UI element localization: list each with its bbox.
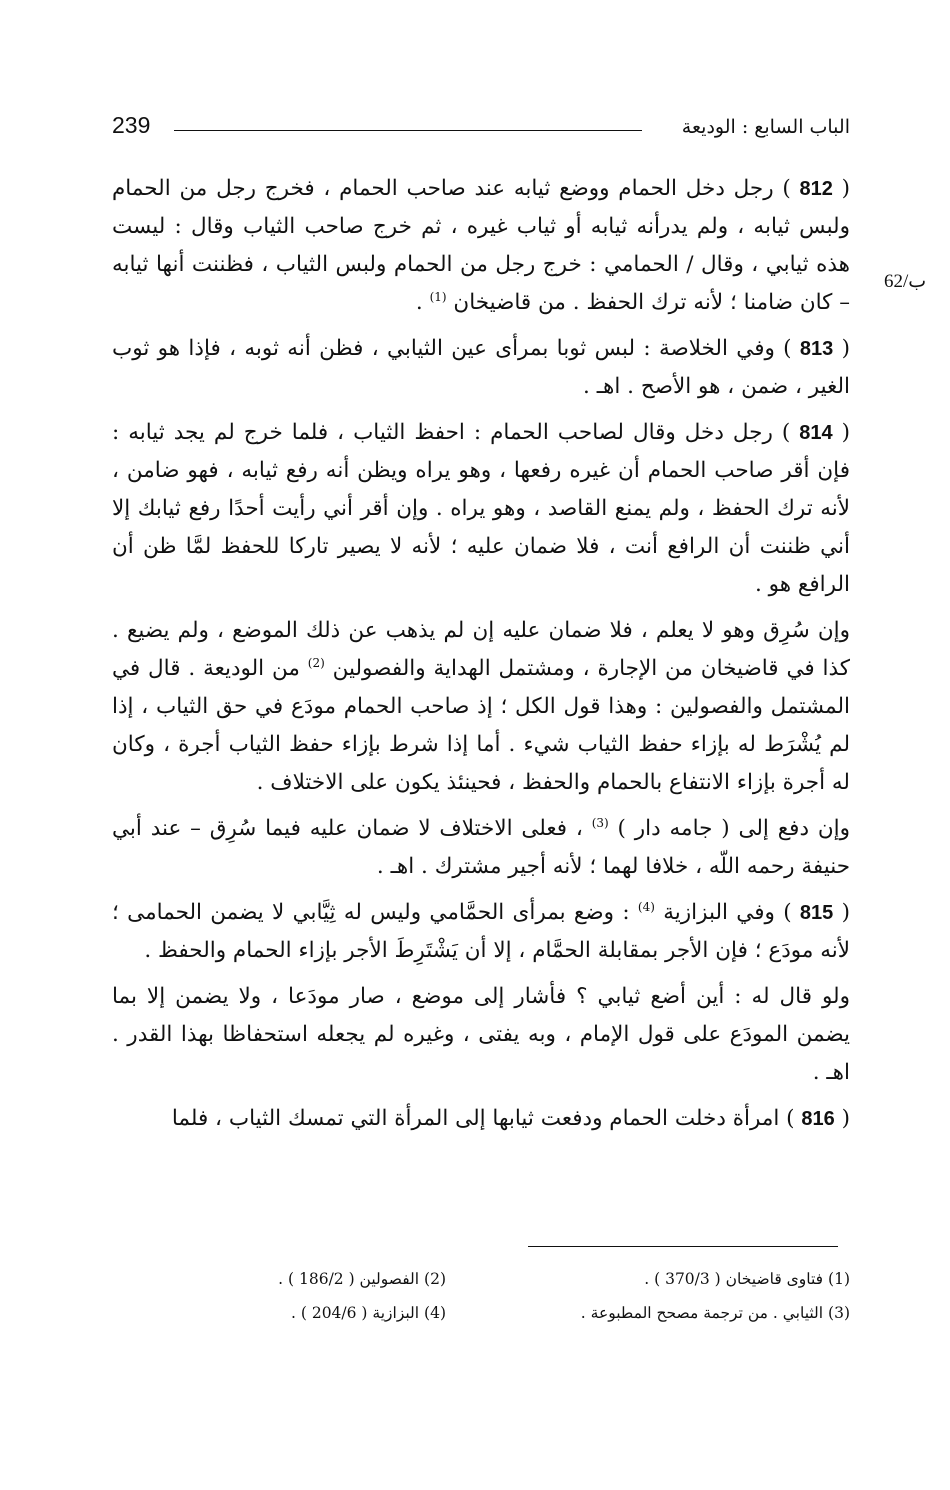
paragraph: وإن دفع إلى ( جامه دار ) $^{(3)}$ ، فعلى الاختلاف لا ضمان عليه فيما سُرِق – عند أبي حنيفة رحمه اللّه ، خلافا لهما ؛ لأنه أجير مشترك . اهـ . [112,815,851,879]
paragraph: ( 816 ) امرأة دخلت الحمام ودفعت ثيابها إلى المرأة التي تمسك الثياب ، فلما [171,1106,850,1131]
footnote: (4) البزازية ( 204/6 ) . [291,1304,446,1322]
entry-number: 815 [799,902,834,924]
paragraph: ( 814 ) رجل دخل وقال لصاحب الحمام : احفظ الثياب ، فلما خرج لم يجد ثيابه : فإن أقر صاحب الحمام أن غيره رفعها ، وهو يراه ويظن أنه رفع ثيابه ، فهو ضامن ، لأنه ترك الحفظ ، ولم يمنع القاصد ، وهو يراه . وإن أقر أني رأيت أحدًا رفع ثيابك إلا أني ظننت أن الرافع أنت ، فلا ضمان عليه ؛ لأنه لا يصير تاركا للحفظ لمَّا ظن أن الرافع هو . [112,420,850,597]
footnote-ref: (2) [307,655,325,670]
footnotes [112,1270,850,1338]
margin-folio-note: 62/ب [884,271,927,292]
footnote-ref: (3) [591,815,609,830]
paragraph: وإن سُرِق وهو لا يعلم ، فلا ضمان عليه إن لم يذهب عن ذلك الموضع ، ولم يضيع . كذا في قاضيخان من الإجارة ، ومشتمل الهداية والفصولين $^{(2)}$ من الوديعة . قال في المشتمل والفصولين : وهذا قول الكل ؛ إذ صاحب الحمام مودَع في حق الثياب ، إذا لم يُشْرَط له بإزاء حفظ الثياب شيء . أما إذا شرط بإزاء حفظ الثياب أجرة ، وكان له أجرة بإزاء الانتفاع بالحمام والحفظ ، فحينئذ يكون على الاختلاف . [112,618,851,795]
entry-number: 813 [799,338,834,360]
footnote: (1) فتاوى قاضيخان ( 370/3 ) . [644,1270,850,1288]
paragraph: ( 812 ) رجل دخل الحمام ووضع ثيابه عند صاحب الحمام ، فخرج رجل من الحمام ولبس ثيابه ، ولم يدرأنه ثيابه أو ثياب غيره ، ثم خرج صاحب الثياب وقال : ليست هذه ثيابي ، وقال / الحمامي : خرج رجل من الحمام ولبس الثياب ، فظننت أنها ثيابه – كان ضامنا ؛ لأنه ترك الحفظ . من قاضيخان $^{(1)}$ . [112,176,850,315]
footnote-ref: (1) [429,289,447,304]
header-rule [174,130,642,131]
running-title: الباب السابع : الوديعة [681,116,850,138]
footnote-ref: (4) [637,899,655,914]
entry-number: 816 [801,1108,835,1130]
entry-number: 814 [799,422,833,444]
paragraph: ولو قال له : أين أضع ثيابي ؟ فأشار إلى موضع ، صار مودَعا ، ولا يضمن إلا بما يضمن المودَع على قول الإمام ، وبه يفتى ، وغيره لم يجعله استحفاظا بهذا القدر . اهـ . [112,984,850,1085]
entry-number: 812 [799,178,833,200]
footnote: (2) الفصولين ( 186/2 ) . [278,1270,446,1288]
footnote: (3) الثيابي . من ترجمة مصحح المطبوعة . [580,1304,850,1322]
footnote-separator [528,1246,838,1247]
page-number: 239 [112,112,151,138]
page-header [112,112,850,148]
main-text [112,170,850,1146]
paragraph: ( 813 ) وفي الخلاصة : لبس ثوبا بمرأى عين الثيابي ، فظن أنه ثوبه ، فإذا هو ثوب الغير ، ضمن ، هو الأصح . اهـ . [112,336,850,399]
paragraph: ( 815 ) وفي البزازية $^{(4)}$ : وضع بمرأى الحمَّامي وليس له ثِيَّابي لا يضمن الحمامى ؛ لأنه مودَع ؛ فإن الأجر بمقابلة الحمَّام ، إلا أن يَشْتَرِطَ الأجر بإزاء الحمام والحفظ . [112,899,851,963]
